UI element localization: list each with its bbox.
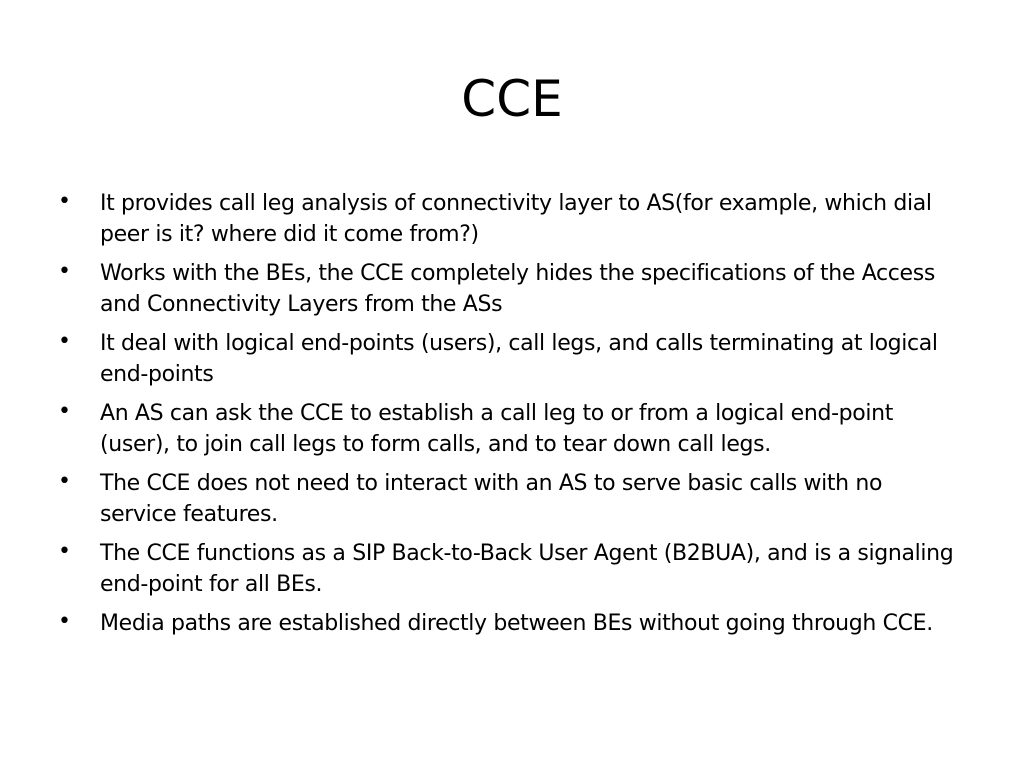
bullet-icon: • <box>58 399 71 424</box>
bullet-icon: • <box>58 609 71 634</box>
list-item <box>58 258 958 320</box>
bullet-text: An AS can ask the CCE to establish a call leg to or from a logical end-point (user), to join call legs to form calls, and to tear down call legs. <box>100 401 894 457</box>
bullet-text: Works with the BEs, the CCE completely hides the specifications of the Access and Connectivity Layers from the ASs <box>100 261 935 317</box>
list-item <box>58 188 958 250</box>
list-item <box>58 608 958 639</box>
bullet-text: The CCE functions as a SIP Back-to-Back User Agent (B2BUA), and is a signaling end-point for all BEs. <box>100 541 954 597</box>
bullet-icon: • <box>58 259 71 284</box>
bullet-icon: • <box>58 189 71 214</box>
bullet-icon: • <box>58 329 71 354</box>
list-item <box>58 468 958 530</box>
bullet-icon: • <box>58 469 71 494</box>
list-item <box>58 328 958 390</box>
list-item <box>58 398 958 460</box>
bullet-list <box>58 188 958 647</box>
bullet-text: It provides call leg analysis of connectivity layer to AS(for example, which dial peer is it? where did it come from?) <box>100 191 932 247</box>
bullet-text: It deal with logical end-points (users), call legs, and calls terminating at logical end-points <box>100 331 938 387</box>
list-item <box>58 538 958 600</box>
bullet-text: Media paths are established directly between BEs without going through CCE. <box>100 611 933 636</box>
bullet-text: The CCE does not need to interact with an AS to serve basic calls with no service features. <box>100 471 883 527</box>
bullet-icon: • <box>58 539 71 564</box>
slide-title: CCE <box>461 70 563 128</box>
